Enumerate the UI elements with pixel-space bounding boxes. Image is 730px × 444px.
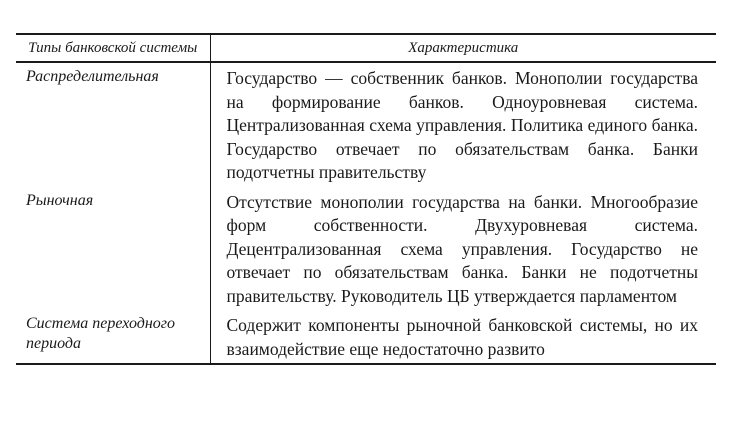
row-description-transition: Содержит компоненты рыночной банковской системы, но их взаимодействие еще недостаточно развито — [210, 310, 716, 364]
table-row — [16, 62, 716, 187]
row-description-market: Отсутствие монополии государства на банки. Многообразие форм собственности. Двухуровневая система. Децентрализованная схема управления. Государство не отвечает по обязательствам банка. Банки не подотчетны правительству. Руководитель ЦБ утверждается парламентом — [226, 191, 698, 306]
table-row — [16, 310, 716, 364]
table-header-row — [16, 34, 716, 62]
row-type-market: Рыночная — [16, 187, 210, 311]
bank-systems-table — [16, 33, 716, 365]
table-row — [16, 187, 716, 311]
row-description-distributive: Государство — собственник банков. Монополии государства на формирование банков. Одноуровневая система. Централизованная схема управления. Политика единого банка. Государство отвечает по обязательствам банка. Банки подотчетны правительству — [226, 68, 698, 182]
header-characteristics: Характеристика — [210, 34, 716, 62]
header-bank-system-types: Типы банковской системы — [16, 34, 210, 62]
row-type-transition: Система переходного периода — [16, 310, 210, 364]
row-type-distributive: Распределительная — [16, 62, 210, 187]
